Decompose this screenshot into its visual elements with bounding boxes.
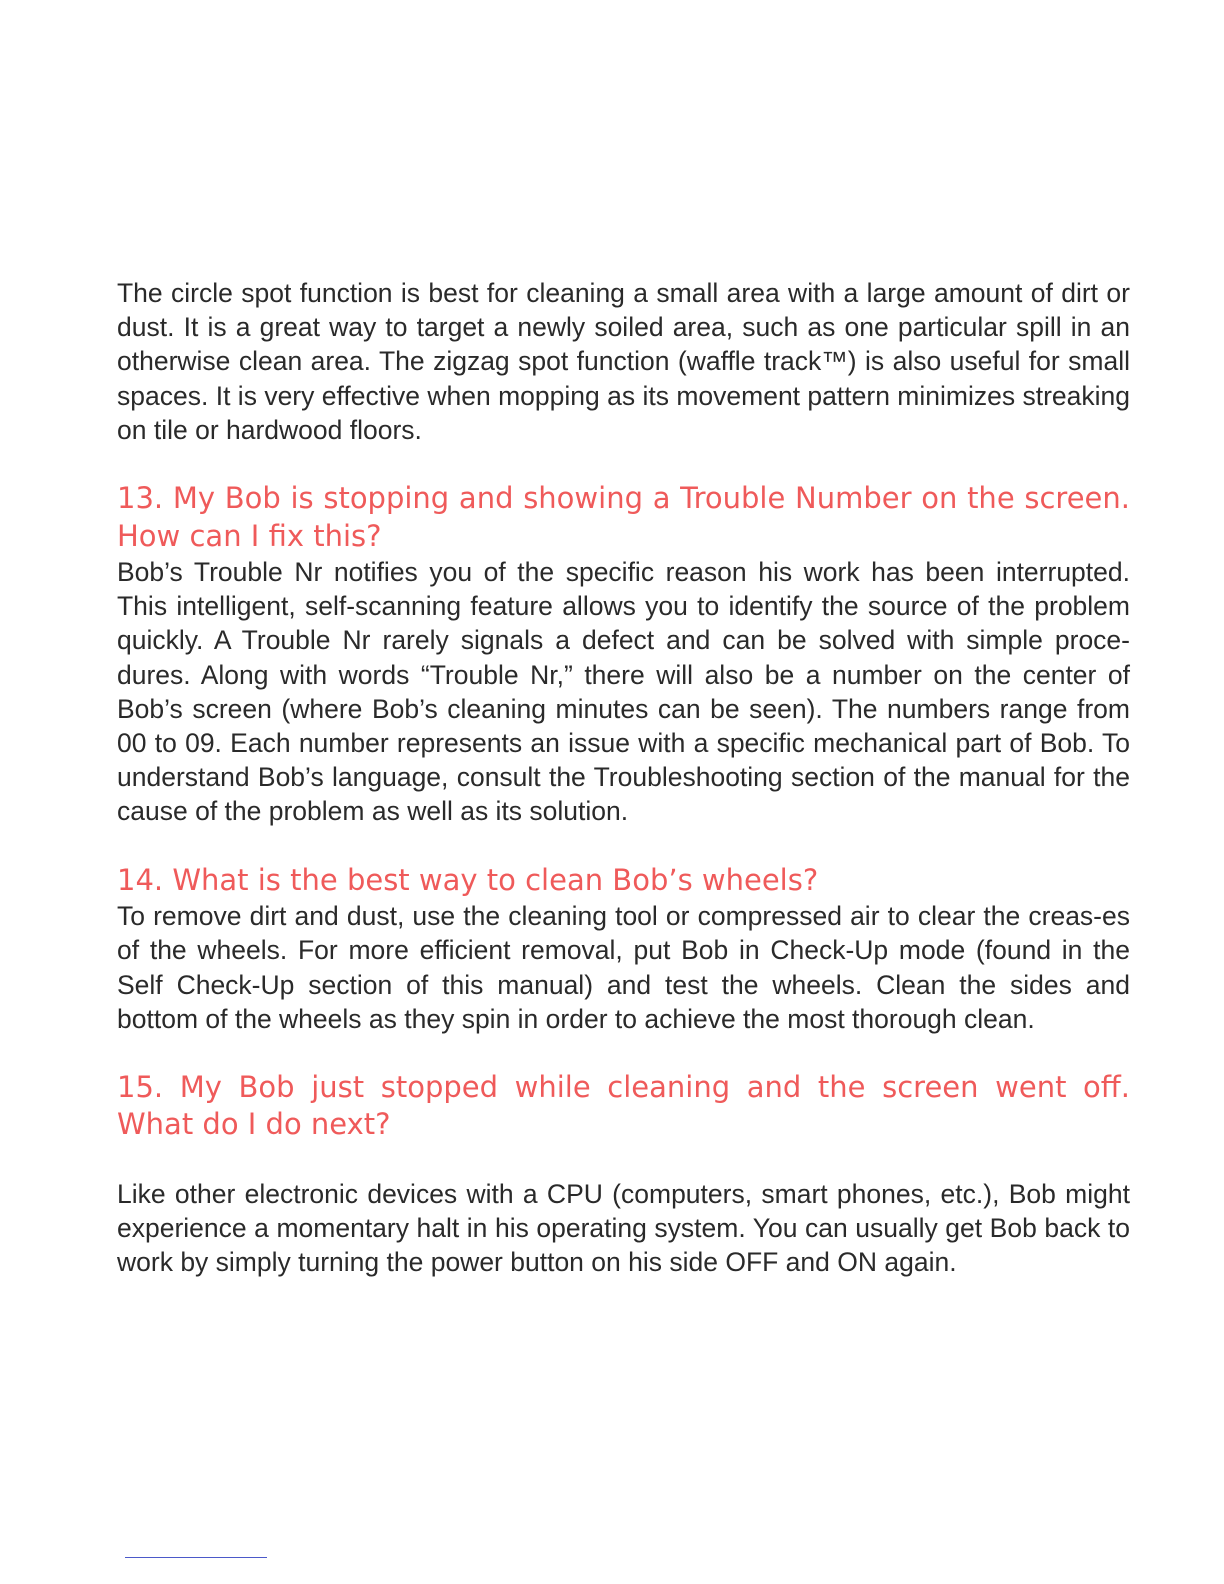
faq-13-heading: 13. My Bob is stopping and showing a Trouble Number on the screen. How can I fix this? [117, 481, 1130, 553]
faq-15-heading: 15. My Bob just stopped while cleaning and the screen went off. What do I do next? [117, 1069, 1130, 1142]
footer-divider [125, 1557, 267, 1558]
faq-13-answer: Bob’s Trouble Nr notifies you of the specific reason his work has been interrupted. This intelligent, self-scanning feature allows you to identify the source of the problem quickly. A Trouble Nr rarely signals a defect and can be solved with simple proce-dures. Along with words “Trouble Nr,” there will also be a number on the center of Bob’s screen (where Bob’s cleaning minutes can be seen). The numbers range from 00 to 09. Each number represents an issue with a specific mechanical part of Bob. To understand Bob’s language, consult the Troubleshooting section of the manual for the cause of the problem as well as its solution. [117, 557, 1130, 827]
document-page [117, 276, 1130, 1280]
faq-14-heading: 14. What is the best way to clean Bob’s wheels? [117, 862, 819, 897]
intro-paragraph: The circle spot function is best for cleaning a small area with a large amount of dirt or dust. It is a great way to target a newly soiled area, such as one particular spill in an otherwise clean area. The zigzag spot function (waffle track™) is also useful for small spaces. It is very effective when mopping as its movement pattern minimizes streaking on tile or hardwood floors. [117, 278, 1130, 445]
faq-14-answer: To remove dirt and dust, use the cleaning tool or compressed air to clear the creas-es of the wheels. For more efficient removal, put Bob in Check-Up mode (found in the Self Check-Up section of this manual) and test the wheels. Clean the sides and bottom of the wheels as they spin in order to achieve the most thorough clean. [117, 901, 1130, 1034]
faq-15-answer: Like other electronic devices with a CPU (computers, smart phones, etc.), Bob might experience a momentary halt in his operating system. You can usually get Bob back to work by simply turning the power button on his side OFF and ON again. [117, 1178, 1130, 1278]
